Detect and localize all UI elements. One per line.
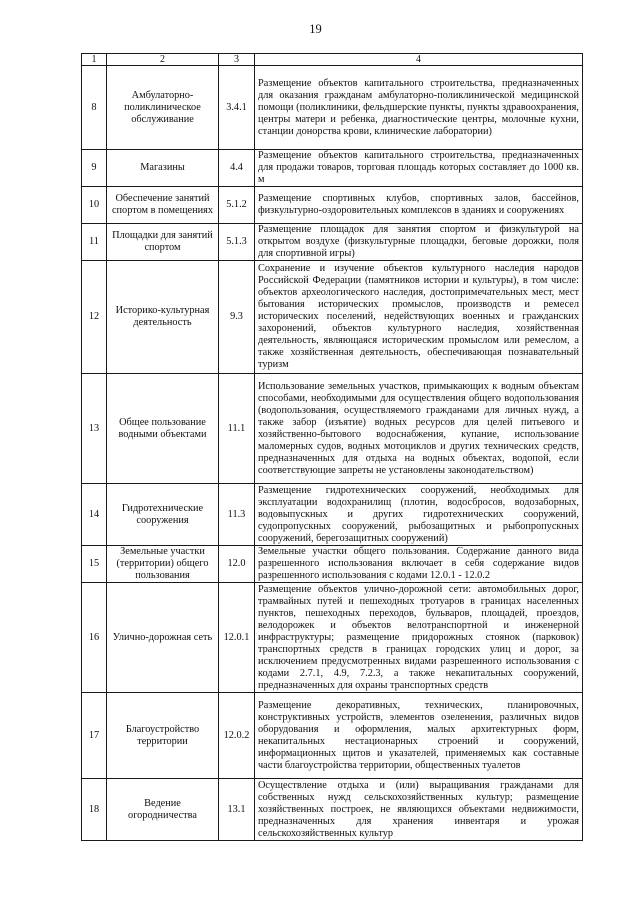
header-col-2: 2 [107, 54, 219, 66]
table-row [82, 779, 583, 841]
use-code: 13.1 [219, 779, 255, 841]
use-code: 12.0.1 [219, 583, 255, 693]
table-header-row [82, 54, 583, 66]
use-description: Размещение объектов улично-дорожной сети: автомобильных дорог, трамвайных путей и пешеходных тротуаров в границах населенных пунктов, пешеходных переходов, бульваров, площадей, проездов, велодорожек и объектов велотранспортной и инженерной инфраструктуры; размещение придорожных стоянок (парковок) транспортных средств в границах городских улиц и дорог, за исключением предусмотренных видами разрешенного использования с кодами 2.7.1, 4.9, 7.2.3, а также некапитальных сооружений, предназначенных для охраны транспортных средств [255, 583, 583, 693]
use-name: Земельные участки (территории) общего пользования [107, 546, 219, 583]
row-number: 14 [82, 484, 107, 546]
use-description: Размещение площадок для занятия спортом и физкультурой на открытом воздухе (физкультурные площадки, беговые дорожки, поля для спортивной игры) [255, 224, 583, 261]
header-col-3: 3 [219, 54, 255, 66]
use-name: Историко-культурная деятельность [107, 261, 219, 374]
use-name: Обеспечение занятий спортом в помещениях [107, 187, 219, 224]
use-description: Осуществление отдыха и (или) выращивания гражданами для собственных нужд сельскохозяйственных культур; размещение хозяйственных построек, не являющихся объектами недвижимости, предназначенных для хранения инвентаря и урожая сельскохозяйственных культур [255, 779, 583, 841]
use-code: 5.1.3 [219, 224, 255, 261]
use-description: Размещение объектов капитального строительства, предназначенных для оказания гражданам амбулаторно-поликлинической медицинской помощи (поликлиники, фельдшерские пункты, пункты здравоохранения, центры матери и ребенка, диагностические центры, молочные кухни, станции донорства крови, клинические лаборатории) [255, 66, 583, 150]
table-row [82, 374, 583, 484]
row-number: 8 [82, 66, 107, 150]
use-code: 11.3 [219, 484, 255, 546]
row-number: 17 [82, 693, 107, 779]
row-number: 11 [82, 224, 107, 261]
table-row [82, 187, 583, 224]
row-number: 18 [82, 779, 107, 841]
header-col-4: 4 [255, 54, 583, 66]
use-name: Амбулаторно-поликлиническое обслуживание [107, 66, 219, 150]
table-row [82, 224, 583, 261]
table-row [82, 66, 583, 150]
page-number: 19 [309, 22, 322, 36]
table-row [82, 693, 583, 779]
row-number: 10 [82, 187, 107, 224]
row-number: 16 [82, 583, 107, 693]
row-number: 15 [82, 546, 107, 583]
use-description: Сохранение и изучение объектов культурного наследия народов Российской Федерации (памятников истории и культуры), в том числе: объектов археологического наследия, достопримечательных мест, мест бытования исторических промыслов, производств и ремесел исторических поселений, недействующих военных и гражданских захоронений, объектов культурного наследия, хозяйственная деятельность, являющаяся историческим промыслом или ремеслом, а также хозяйственная деятельность, обеспечивающая познавательный туризм [255, 261, 583, 374]
use-name: Магазины [107, 150, 219, 187]
use-code: 12.0 [219, 546, 255, 583]
use-name: Ведение огородничества [107, 779, 219, 841]
table-row [82, 261, 583, 374]
row-number: 12 [82, 261, 107, 374]
use-description: Использование земельных участков, примыкающих к водным объектам способами, необходимыми для осуществления общего водопользования (водопользования, осуществляемого гражданами для личных нужд, а также забор (изъятие) водных ресурсов для целей питьевого и хозяйственно-бытового водоснабжения, купание, использование маломерных судов, водных мотоциклов и других технических средств, предназначенных для отдыха на водных объектах, водопой, если соответствующие запреты не установлены законодательством) [255, 374, 583, 484]
use-code: 11.1 [219, 374, 255, 484]
table-row [82, 150, 583, 187]
use-description: Размещение гидротехнических сооружений, необходимых для эксплуатации водохранилищ (плотин, водосбросов, водозаборных, водовыпускных и других гидротехнических сооружений, судопропускных сооружений, рыбозащитных и рыбопропускных сооружений, берегозащитных сооружений) [255, 484, 583, 546]
use-description: Земельные участки общего пользования. Содержание данного вида разрешенного использования включает в себя содержание видов разрешенного использования с кодами 12.0.1 - 12.0.2 [255, 546, 583, 583]
use-name: Общее пользование водными объектами [107, 374, 219, 484]
permitted-use-table [81, 53, 583, 841]
header-col-1: 1 [82, 54, 107, 66]
table-row [82, 583, 583, 693]
use-code: 3.4.1 [219, 66, 255, 150]
table-row [82, 484, 583, 546]
use-code: 5.1.2 [219, 187, 255, 224]
use-name: Благоустройство территории [107, 693, 219, 779]
row-number: 13 [82, 374, 107, 484]
use-name: Гидротехнические сооружения [107, 484, 219, 546]
use-description: Размещение спортивных клубов, спортивных залов, бассейнов, физкультурно-оздоровительных комплексов в зданиях и сооружениях [255, 187, 583, 224]
use-code: 9.3 [219, 261, 255, 374]
use-code: 4.4 [219, 150, 255, 187]
table-row [82, 546, 583, 583]
use-name: Площадки для занятий спортом [107, 224, 219, 261]
use-name: Улично-дорожная сеть [107, 583, 219, 693]
use-code: 12.0.2 [219, 693, 255, 779]
use-description: Размещение декоративных, технических, планировочных, конструктивных устройств, элементов озеленения, различных видов оборудования и оформления, малых архитектурных форм, некапитальных нестационарных строений и сооружений, информационных щитов и указателей, применяемых как составные части благоустройства территории, общественных туалетов [255, 693, 583, 779]
use-description: Размещение объектов капитального строительства, предназначенных для продажи товаров, торговая площадь которых составляет до 1000 кв. м [255, 150, 583, 187]
row-number: 9 [82, 150, 107, 187]
